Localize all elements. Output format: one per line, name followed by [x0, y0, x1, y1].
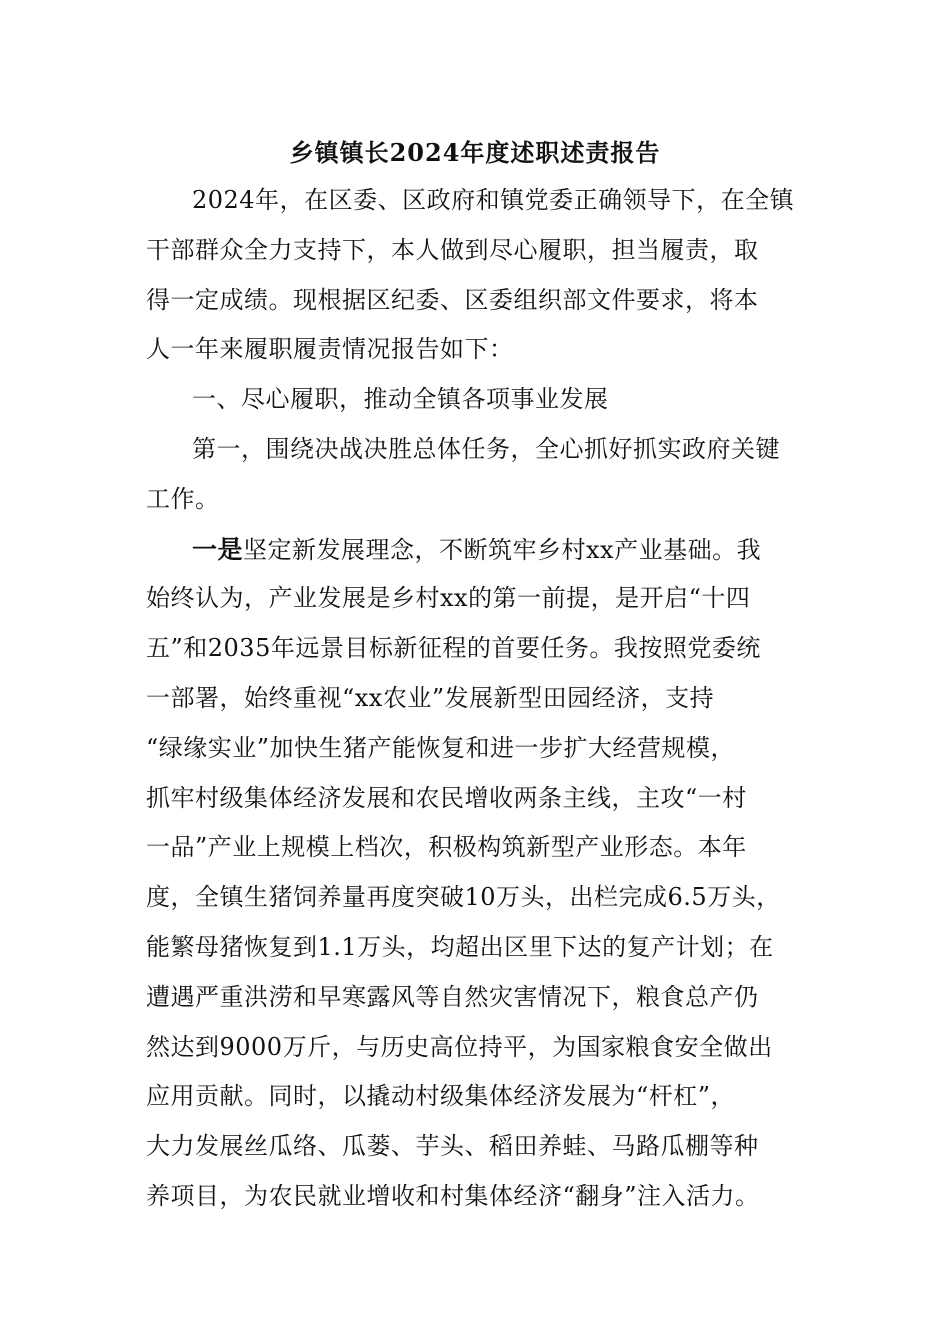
line-text: 度，全镇生猪饲养量再度突破10万头，出栏完成6.5万头，: [146, 883, 781, 912]
bold-lead: 一是: [192, 534, 244, 564]
line-text: 一、尽心履职，推动全镇各项事业发展: [192, 385, 609, 414]
text-line: [146, 724, 806, 774]
line-text: 一品”产业上规模上档次，积极构筑新型产业形态。本年: [146, 833, 747, 862]
line-text: 五”和2035年远景目标新征程的首要任务。我按照党委统: [146, 634, 761, 663]
line-text: 第一，围绕决战决胜总体任务，全心抓好抓实政府关键: [192, 434, 780, 463]
line-text: 得一定成绩。现根据区纪委、区委组织部文件要求，将本: [146, 285, 759, 314]
text-line: [146, 973, 806, 1023]
text-line: [146, 176, 806, 226]
text-line: [146, 475, 806, 525]
line-text: 坚定新发展理念，不断筑牢乡村xx产业基础。我: [243, 535, 762, 564]
line-text: 2024年，在区委、区政府和镇党委正确领导下，在全镇: [192, 186, 795, 214]
line-text: 抓牢村级集体经济发展和农民增收两条主线，主攻“一村: [146, 783, 747, 812]
document-title: 乡镇镇长2024年度述职述责报告: [289, 138, 661, 167]
text-line: [146, 325, 806, 375]
text-line: [146, 276, 806, 326]
text-line: [146, 425, 806, 475]
line-text: 一部署，始终重视“xx农业”发展新型田园经济，支持: [146, 683, 715, 712]
text-line: [146, 226, 806, 276]
line-text: 能繁母猪恢复到1.1万头，均超出区里下达的复产计划；在: [146, 932, 774, 961]
text-line: [146, 525, 806, 575]
text-line: [146, 923, 806, 973]
line-text: 人一年来履职履责情况报告如下：: [146, 335, 514, 364]
text-line: [146, 574, 806, 624]
text-line: [146, 1122, 806, 1172]
line-text: 大力发展丝瓜络、瓜蒌、芋头、稻田养蛙、马路瓜棚等种: [146, 1132, 759, 1161]
document-body: [146, 176, 806, 1222]
line-text: 遭遇严重洪涝和早寒露风等自然灾害情况下，粮食总产仍: [146, 982, 759, 1011]
text-line: [146, 674, 806, 724]
text-line: [146, 774, 806, 824]
line-text: 养项目，为农民就业增收和村集体经济“翻身”注入活力。: [146, 1181, 760, 1210]
text-line: [146, 624, 806, 674]
text-line: [146, 1023, 806, 1073]
text-line: [146, 1172, 806, 1222]
text-line: [146, 375, 806, 425]
line-text: 干部群众全力支持下，本人做到尽心履职，担当履责，取: [146, 235, 759, 264]
text-line: [146, 1072, 806, 1122]
line-text: 然达到9000万斤，与历史高位持平，为国家粮食安全做出: [146, 1032, 773, 1061]
line-text: 工作。: [146, 484, 220, 513]
line-text: “绿缘实业”加快生猪产能恢复和进一步扩大经营规模，: [146, 733, 736, 762]
line-text: 始终认为，产业发展是乡村xx的第一前提，是开启“十四: [146, 584, 751, 613]
line-text: 应用贡献。同时，以撬动村级集体经济发展为“杆杠”，: [146, 1082, 736, 1111]
text-line: [146, 873, 806, 923]
text-line: [146, 823, 806, 873]
